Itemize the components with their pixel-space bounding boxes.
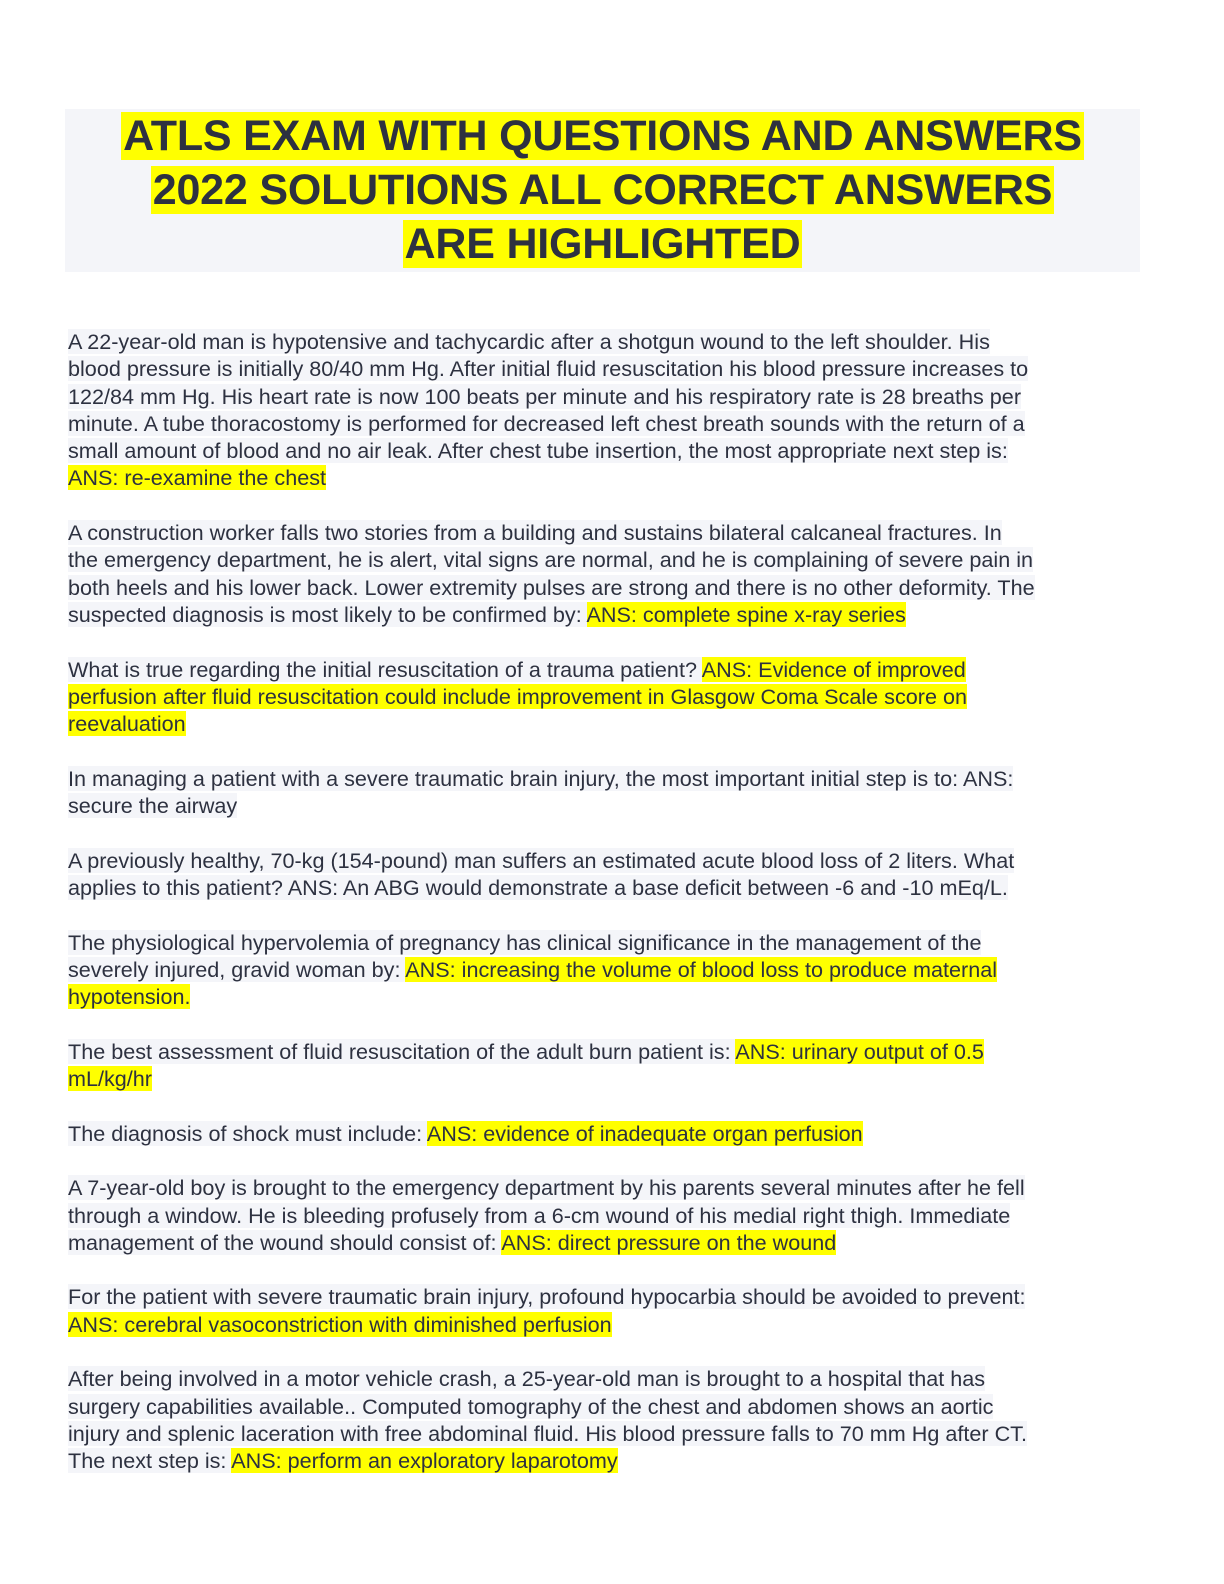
text-line	[68, 355, 1158, 382]
text-line	[68, 847, 1158, 874]
highlighted-answer: ANS: increasing the volume of blood loss to produce maternal	[405, 956, 998, 982]
question-text: The diagnosis of shock must include:	[68, 1120, 427, 1146]
highlighted-answer: ANS: re-examine the chest	[68, 465, 327, 491]
text-line	[68, 1229, 1158, 1256]
question-text: through a window. He is bleeding profusely from a 6-cm wound of his medial right thigh. Immediate	[68, 1202, 1011, 1228]
question-text: surgery capabilities available.. Computed tomography of the chest and abdomen shows an aortic	[68, 1393, 994, 1419]
text-line	[68, 410, 1158, 437]
title-line-2: 2022 SOLUTIONS ALL CORRECT ANSWERS	[152, 166, 1053, 214]
title-line-3: ARE HIGHLIGHTED	[404, 220, 801, 268]
question-text: both heels and his lower back. Lower extremity pulses are strong and there is no other deformity. The	[68, 574, 1035, 600]
text-line	[68, 519, 1158, 546]
question-item	[68, 1174, 1158, 1256]
document-title	[65, 109, 1140, 272]
text-line	[68, 1174, 1158, 1201]
text-line	[68, 1120, 1158, 1147]
text-line	[68, 874, 1158, 901]
question-text: A 7-year-old boy is brought to the emergency department by his parents several minutes after he fell	[68, 1175, 1025, 1201]
question-text: A previously healthy, 70-kg (154-pound) man suffers an estimated acute blood loss of 2 liters. What	[68, 847, 1015, 873]
question-text: suspected diagnosis is most likely to be confirmed by:	[68, 601, 587, 627]
highlighted-answer: ANS: Evidence of improved	[701, 656, 966, 682]
question-answer-list	[68, 328, 1158, 1502]
question-text: management of the wound should consist of:	[68, 1229, 502, 1255]
text-line	[68, 683, 1158, 710]
highlighted-answer: ANS: perform an exploratory laparotomy	[231, 1448, 618, 1474]
question-item	[68, 847, 1158, 902]
text-line	[68, 792, 1158, 819]
text-line	[68, 710, 1158, 737]
highlighted-answer: ANS: direct pressure on the wound	[501, 1229, 837, 1255]
text-line	[68, 546, 1158, 573]
question-item	[68, 1120, 1158, 1147]
text-line	[68, 656, 1158, 683]
text-line	[68, 1365, 1158, 1392]
question-item	[68, 929, 1158, 1011]
question-text: injury and splenic laceration with free abdominal fluid. His blood pressure falls to 70 mm Hg after CT.	[68, 1420, 1027, 1446]
question-text: The best assessment of fluid resuscitation of the adult burn patient is:	[68, 1038, 736, 1064]
text-line	[68, 1447, 1158, 1474]
question-item	[68, 1038, 1158, 1093]
question-item	[68, 328, 1158, 492]
text-line	[68, 601, 1158, 628]
question-text: minute. A tube thoracostomy is performed for decreased left chest breath sounds with the return of a	[68, 410, 1025, 436]
question-text: 122/84 mm Hg. His heart rate is now 100 beats per minute and his respiratory rate is 28 breaths per	[68, 383, 1022, 409]
highlighted-answer: mL/kg/hr	[68, 1066, 153, 1092]
text-line	[68, 1311, 1158, 1338]
text-line	[68, 1065, 1158, 1092]
text-line	[68, 1038, 1158, 1065]
highlighted-answer: reevaluation	[68, 711, 186, 737]
highlighted-answer: ANS: urinary output of 0.5	[735, 1038, 984, 1064]
highlighted-answer: ANS: cerebral vasoconstriction with diminished perfusion	[68, 1311, 612, 1337]
question-item	[68, 519, 1158, 628]
text-line	[68, 328, 1158, 355]
text-line	[68, 1393, 1158, 1420]
text-line	[68, 983, 1158, 1010]
text-line	[68, 1283, 1158, 1310]
question-text: secure the airway	[68, 793, 238, 819]
question-text: severely injured, gravid woman by:	[68, 956, 406, 982]
question-text: blood pressure is initially 80/40 mm Hg. After initial fluid resuscitation his blood pressure increases to	[68, 356, 1029, 382]
question-text: For the patient with severe traumatic brain injury, profound hypocarbia should be avoided to prevent:	[68, 1284, 1026, 1310]
question-text: The next step is:	[68, 1448, 232, 1474]
question-text: The physiological hypervolemia of pregnancy has clinical significance in the management of the	[68, 929, 982, 955]
question-text: In managing a patient with a severe traumatic brain injury, the most important initial step is to: ANS:	[68, 765, 1014, 791]
question-item	[68, 765, 1158, 820]
question-item	[68, 1365, 1158, 1474]
text-line	[68, 956, 1158, 983]
question-text: applies to this patient? ANS: An ABG would demonstrate a base deficit between -6 and -10 mEq/L.	[68, 874, 1008, 900]
highlighted-answer: perfusion after fluid resuscitation could include improvement in Glasgow Coma Scale score on	[68, 683, 967, 709]
question-text: A 22-year-old man is hypotensive and tachycardic after a shotgun wound to the left shoulder. His	[68, 329, 990, 354]
question-text: small amount of blood and no air leak. After chest tube insertion, the most appropriate next step is:	[68, 438, 1008, 464]
highlighted-answer: ANS: complete spine x-ray series	[586, 601, 906, 627]
question-item	[68, 656, 1158, 738]
text-line	[68, 929, 1158, 956]
question-text: the emergency department, he is alert, vital signs are normal, and he is complaining of severe pain in	[68, 547, 1034, 573]
title-line-1: ATLS EXAM WITH QUESTIONS AND ANSWERS	[123, 112, 1082, 160]
text-line	[68, 437, 1158, 464]
question-text: After being involved in a motor vehicle crash, a 25-year-old man is brought to a hospital that has	[68, 1366, 986, 1392]
question-item	[68, 1283, 1158, 1338]
text-line	[68, 1202, 1158, 1229]
question-text: A construction worker falls two stories from a building and sustains bilateral calcaneal fractures. In	[68, 520, 1002, 546]
highlighted-answer: hypotension.	[68, 984, 191, 1010]
question-text: What is true regarding the initial resuscitation of a trauma patient?	[68, 656, 702, 682]
text-line	[68, 574, 1158, 601]
highlighted-answer: ANS: evidence of inadequate organ perfusion	[426, 1120, 863, 1146]
text-line	[68, 1420, 1158, 1447]
text-line	[68, 464, 1158, 491]
text-line	[68, 383, 1158, 410]
text-line	[68, 765, 1158, 792]
